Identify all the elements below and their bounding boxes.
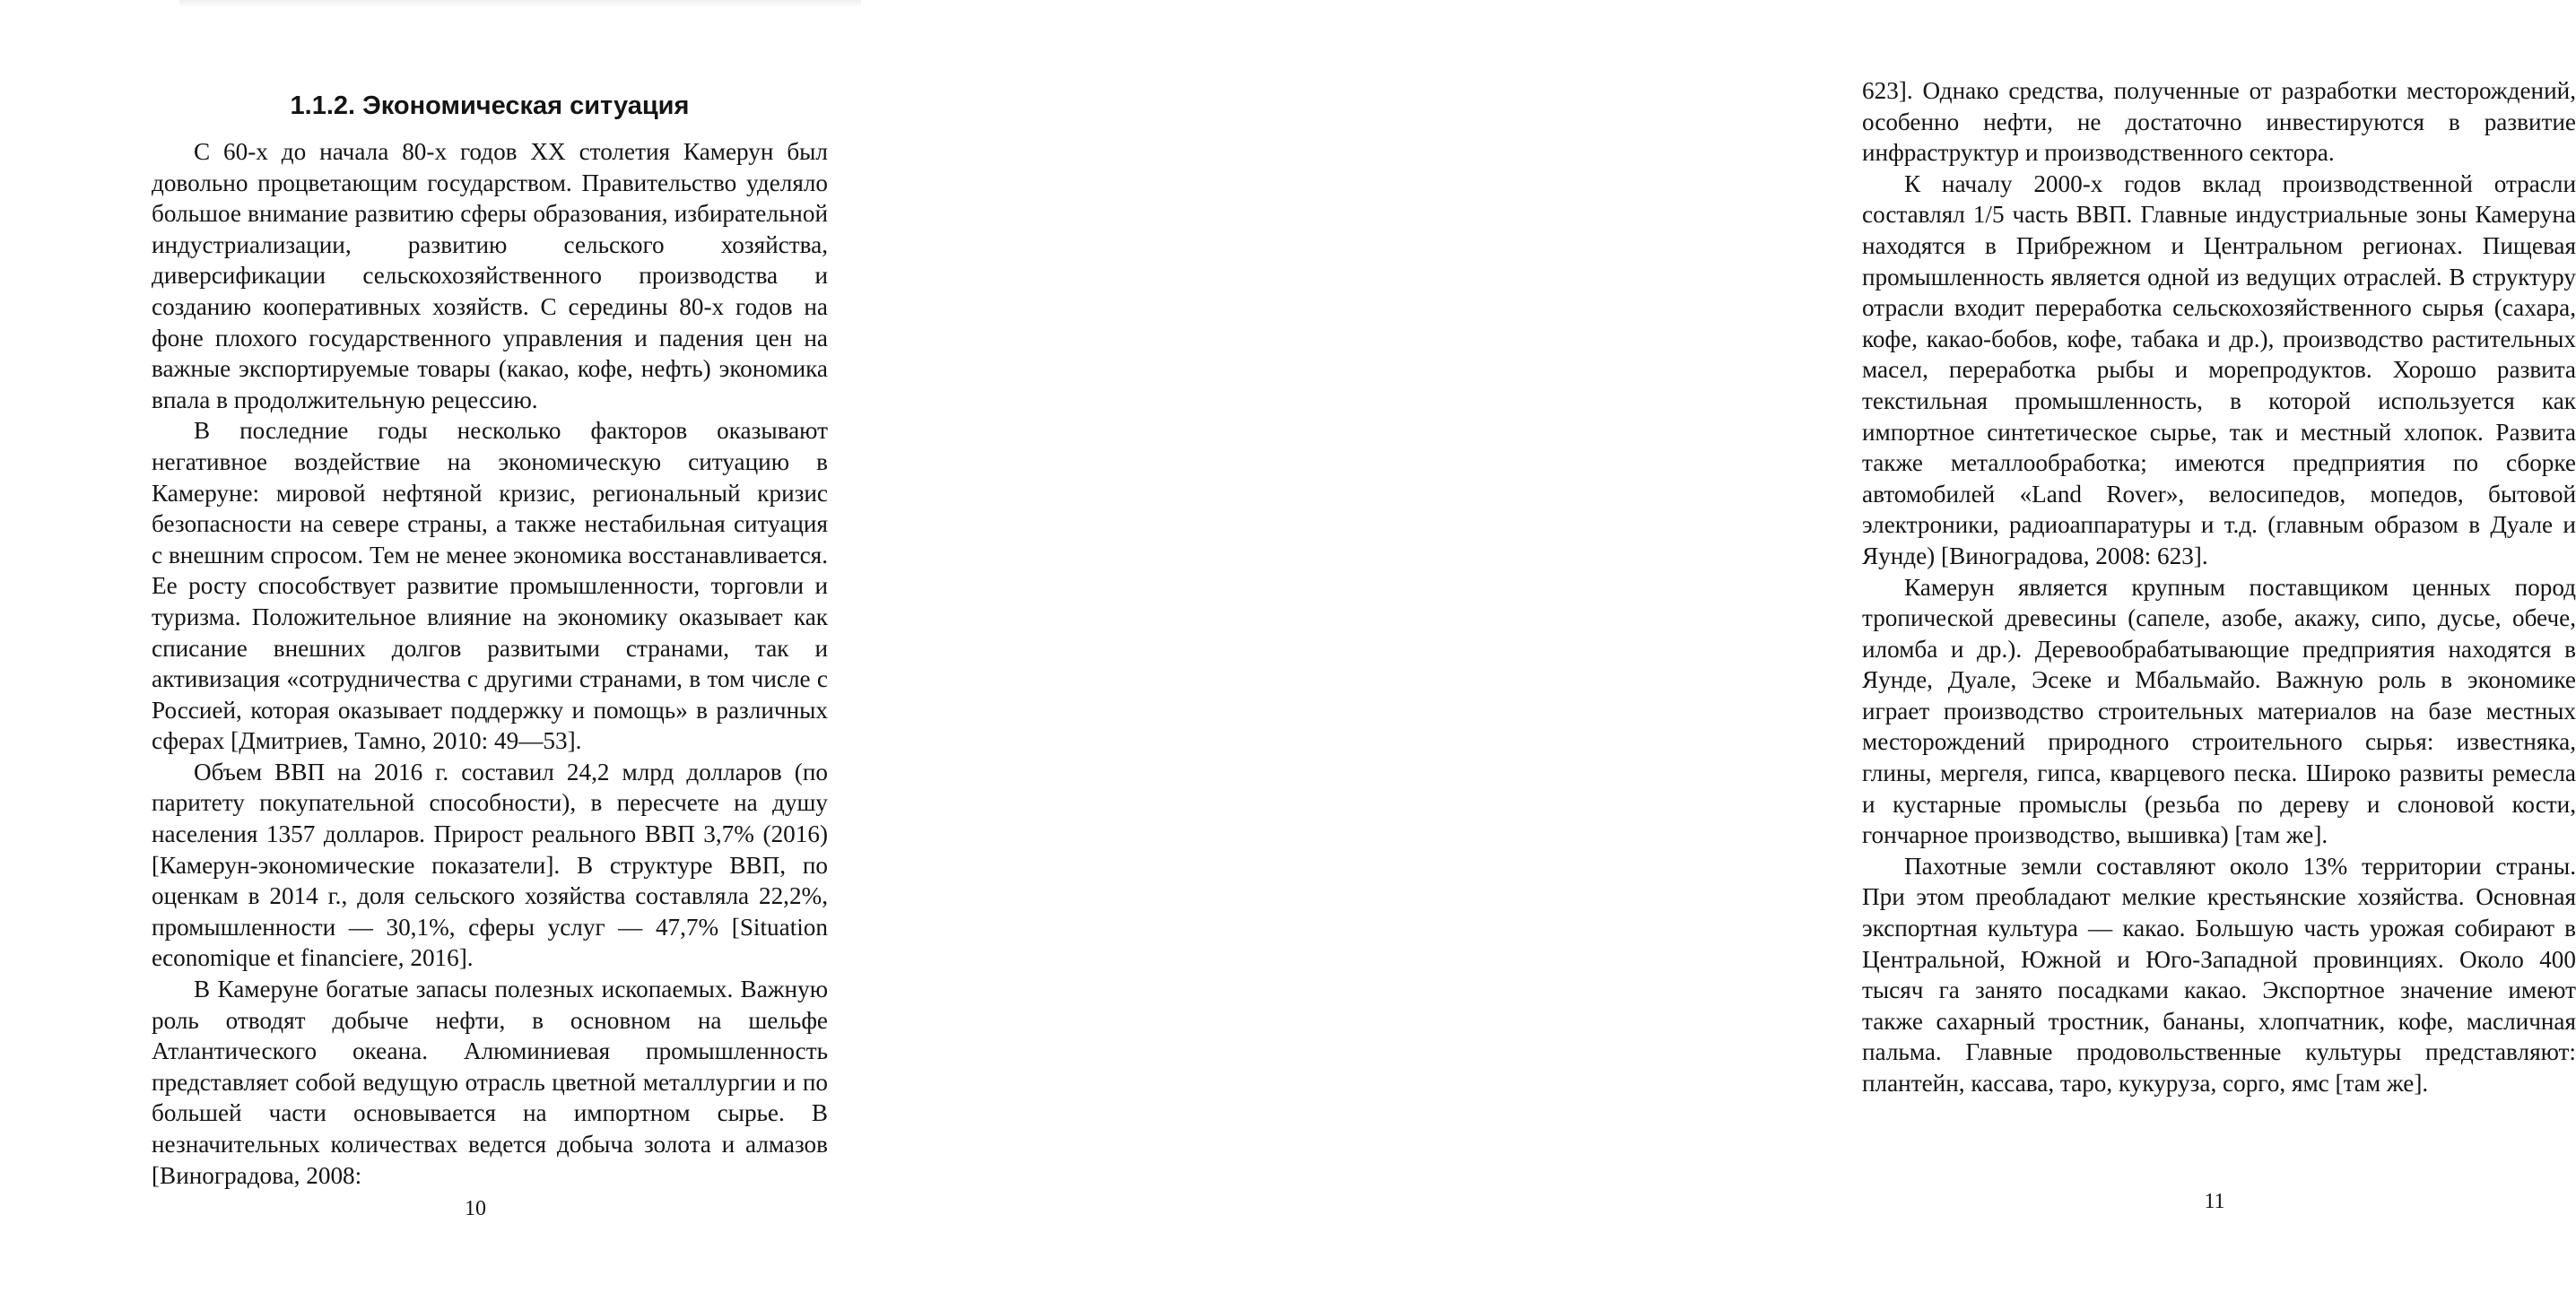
paragraph-continuation: 623]. Однако средства, полученные от разработки месторождений, особенно нефти, не достаточно инвестируются в развитие инфраструктур и производственного сектора. — [1862, 77, 2576, 167]
paragraph: Камерун является крупным поставщиком ценных пород тропической древесины (сапеле, азобе, акажу, сипо, дусье, обече, иломба и др.). Деревообрабатывающие предприятия находятся в Яунде, Дуале, Эсеке и Мбальмайо. Важную роль в экономике играет производство строительных материалов на базе местных месторождений природного строительного сырья: известняка, глины, мергеля, гипса, кварцевого песка. Широко развиты ремесла и кустарные промыслы (резьба по дереву и слоновой кости, гончарное производство, вышивка) [там же]. — [1862, 573, 2576, 849]
right-page — [897, 0, 2576, 1293]
paragraph: В последние годы несколько факторов оказывают негативное воздействие на экономическую ситуацию в Камеруне: мировой нефтяной кризис, региональный кризис безопасности на севере страны, а также нестабильная ситуация с внешним спросом. Тем не менее экономика восстанавливается. Ее росту способствует развитие промышленности, торговли и туризма. Положительное влияние на экономику оказывает как списание внешних долгов развитыми странами, так и активизация «сотрудничества с другими странами, в том числе с Россией, которая оказывает поддержку и помощь» в различных сферах [Дмитриев, Тамно, 2010: 49—53]. — [152, 417, 828, 755]
paragraph: В Камеруне богатые запасы полезных ископаемых. Важную роль отводят добыче нефти, в основном на шельфе Атлантического океана. Алюминиевая промышленность представляет собой ведущую отрасль цветной металлургии и по большей части основывается на импортном сырье. В незначительных количествах ведется добыча золота и алмазов [Виноградова, 2008: — [152, 976, 828, 1189]
paragraph: Пахотные земли составляют около 13% территории страны. При этом преобладают мелкие крестьянские хозяйства. Основная экспортная культура — какао. Большую часть урожая собирают в Центральной, Южной и Юго-Западной провинциях. Около 400 тысяч га занято посадками какао. Экспортное значение имеют также сахарный тростник, бананы, хлопчатник, кофе, масличная пальма. Главные продовольственные культуры представляют: плантейн, кассава, таро, кукуруза, сорго, ямс [там же]. — [1862, 852, 2576, 1097]
right-page-text — [1862, 75, 2576, 1099]
section-heading: 1.1.2. Экономическая ситуация — [290, 91, 690, 120]
page-number: 11 — [2204, 1190, 2225, 1213]
page-number: 10 — [465, 1197, 486, 1220]
left-page — [0, 0, 897, 1293]
left-page-text — [152, 136, 828, 1191]
paragraph: С 60-х до начала 80-х годов XX столетия Камерун был довольно процветающим государством. Правительство уделяло большое внимание развитию сферы образования, избирательной индустриализации, развитию сельского хозяйства, диверсификации сельскохозяйственного производства и созданию кооперативных хозяйств. С середины 80-х годов на фоне плохого государственного управления и падения цен на важные экспортируемые товары (какао, кофе, нефть) экономика впала в продолжительную рецессию. — [152, 138, 828, 413]
paragraph: К началу 2000-х годов вклад производственной отрасли составлял 1/5 часть ВВП. Главные индустриальные зоны Камеруна находятся в Прибрежном и Центральном регионах. Пищевая промышленность является одной из ведущих отраслей. В структуру отрасли входит переработка сельскохозяйственного сырья (сахара, кофе, какао-бобов, кофе, табака и др.), производство растительных масел, переработка рыбы и морепродуктов. Хорошо развита текстильная промышленность, в которой используется как импортное синтетическое сырье, так и местный хлопок. Развита также металлообработка; имеются предприятия по сборке автомобилей «Land Rover», велосипедов, мопедов, бытовой электроники, радиоаппаратуры и т.д. (главным образом в Дуале и Яунде) [Виноградова, 2008: 623]. — [1862, 169, 2576, 569]
paragraph: Объем ВВП на 2016 г. составил 24,2 млрд долларов (по паритету покупательной способности), в пересчете на душу населения 1357 долларов. Прирост реального ВВП 3,7% (2016) [Камерун-экономические показатели]. В структуре ВВП, по оценкам в 2014 г., доля сельского хозяйства составляла 22,2%, промышленности — 30,1%, сферы услуг — 47,7% [Situation economique et financiere, 2016]. — [152, 758, 828, 972]
